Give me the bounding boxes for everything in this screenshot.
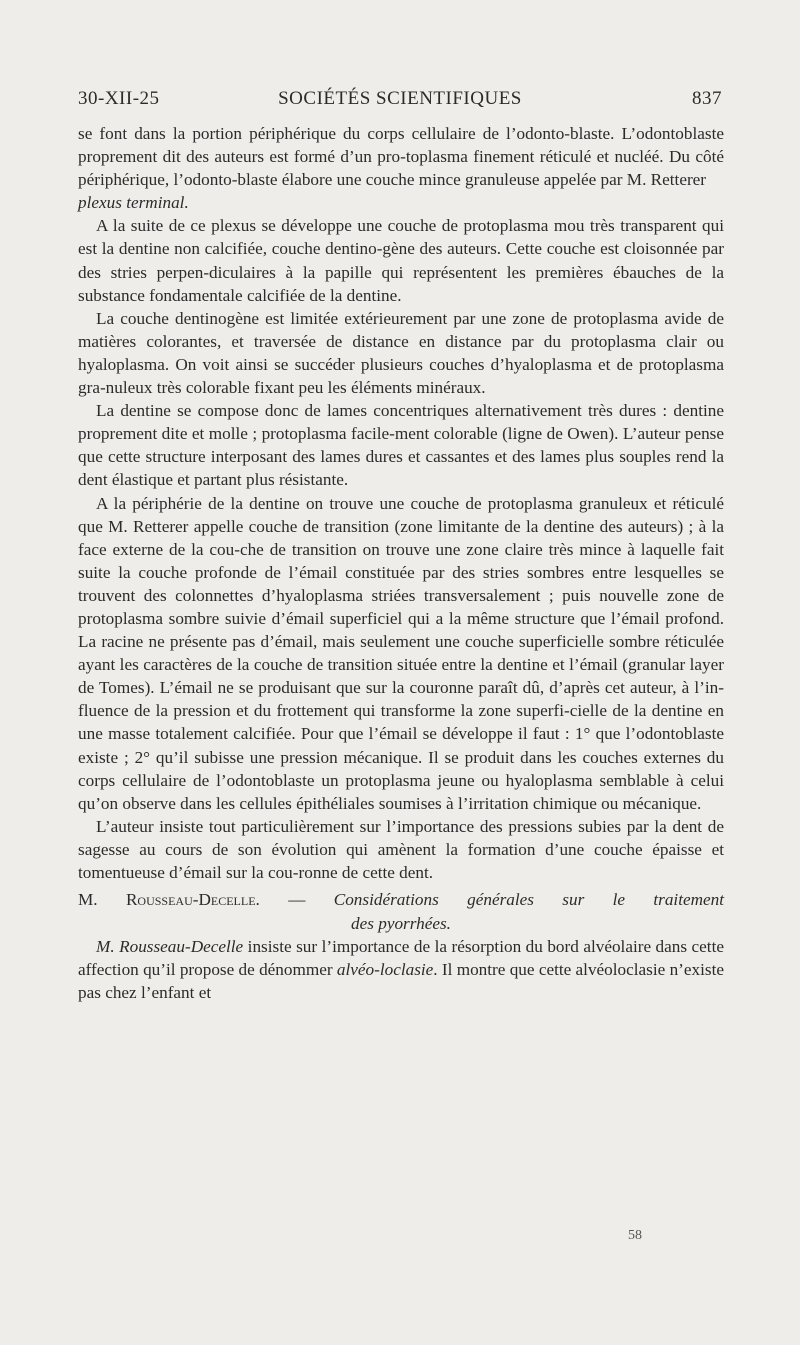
header-date: 30-XII-25 [78,88,160,109]
running-header [78,88,722,114]
section-heading-line-1 [78,888,724,911]
paragraph-1 [78,122,724,214]
section-dash: — [259,890,334,910]
header-title: SOCIÉTÉS SCIENTIFIQUES [278,88,522,109]
section-author-prefix: M. [78,890,126,910]
closing-author: M. Rousseau-Decelle [96,937,244,957]
paragraph-1-text: se font dans la portion périphérique du corps cellulaire de l’odonto-blaste. L’odontoblaste proprement dit des auteurs est formé d’un pro-toplasma finement réticulé et nucléé. Du côté périphérique, l’odonto-blaste élabore une couche mince granuleuse appelée par M. Retterer [78,124,724,190]
paragraph-3: La couche dentinogène est limitée extérieurement par une zone de protoplasma avide de matières colorantes, et traversée de distance en distance par du protoplasma clair ou hyaloplasma. On voit ainsi se succéder plusieurs couches d’hyaloplasma et de protoplasma gra-nuleux très colorable fixant peu les éléments minéraux. [78,308,724,398]
paragraph-5: A la périphérie de la dentine on trouve une couche de protoplasma granuleux et réticulé que M. Retterer appelle couche de transition (zone limitante de la dentine des auteurs) ; à la face externe de la cou-che de transition on trouve une zone claire très mince à laquelle fait suite la couche profonde de l’émail constituée par des stries sombres entre lesquelles se trouvent des colonnettes d’hyaloplasma striées transversalement ; puis nouvelle zone de protoplasma sombre suivie d’émail superficiel qui a la même structure que l’émail profond. La racine ne présente pas d’émail, mais seulement une couche superficielle sombre réticulée ayant les caractères de la couche de transition située entre la dentine et l’émail (granular layer de Tomes). L’émail ne se produisant que sur la couronne paraît dû, d’après cet auteur, à l’in-fluence de la pression et du frottement qui transforme la zone superfi-cielle de la dentine en une masse totalement calcifiée. Pour que l’émail se développe il faut : 1° que l’odontoblaste existe ; 2° qu’il subisse une pression mécanique. Il se produit dans les couches externes du corps cellulaire de l’odontoblaste un protoplasma jeune ou hyaloplasma semblable à celui qu’on observe dans les cellules épithéliales soumises à l’irritation chimique ou mécanique. [78,493,724,813]
paragraph-7 [78,935,724,1004]
paragraph-4: La dentine se compose donc de lames concentriques alternativement très dures : dentine proprement dite et molle ; protoplasma facile-ment colorable (ligne de Owen). L’auteur pense que cette structure interposant des lames dures et cassantes et des lames plus souples rend la dent élastique et partant plus résistante. [78,401,724,490]
closing-term: alvéo-loclasie [336,960,434,980]
section-title-line-1: Considérations générales sur le traitement [333,890,725,910]
section-author-name: Rousseau-Decelle. [125,890,260,910]
plexus-term: plexus terminal. [78,193,189,213]
main-text [78,122,724,1004]
closing-text-b: . Il montre que cette alvéoloclasie n’existe pas chez l’enfant et [78,960,724,1003]
paragraph-2: A la suite de ce plexus se développe une couche de protoplasma mou très transparent qui est la dentine non calcifiée, couche dentino-gène des auteurs. Cette couche est cloisonnée par des stries perpen-diculaires à la papille qui représentent les premières ébauches de la substance fondamentale calcifiée de la dentine. [78,216,724,305]
closing-text-a: insiste sur l’importance de la résorption du bord alvéolaire dans cette affection qu’il propose de dénommer [78,937,724,980]
section-heading [78,888,724,935]
page-number: 837 [692,88,722,109]
section-title-line-2: des pyorrhées. [351,914,451,934]
paragraph-6: L’auteur insiste tout particulièrement sur l’importance des pressions subies par la dent de sagesse au cours de son évolution qui amènent la formation d’une couche épaisse et tomentueuse d’émail sur la cou-ronne de cette dent. [78,816,724,882]
signature-mark: 58 [628,1228,642,1243]
